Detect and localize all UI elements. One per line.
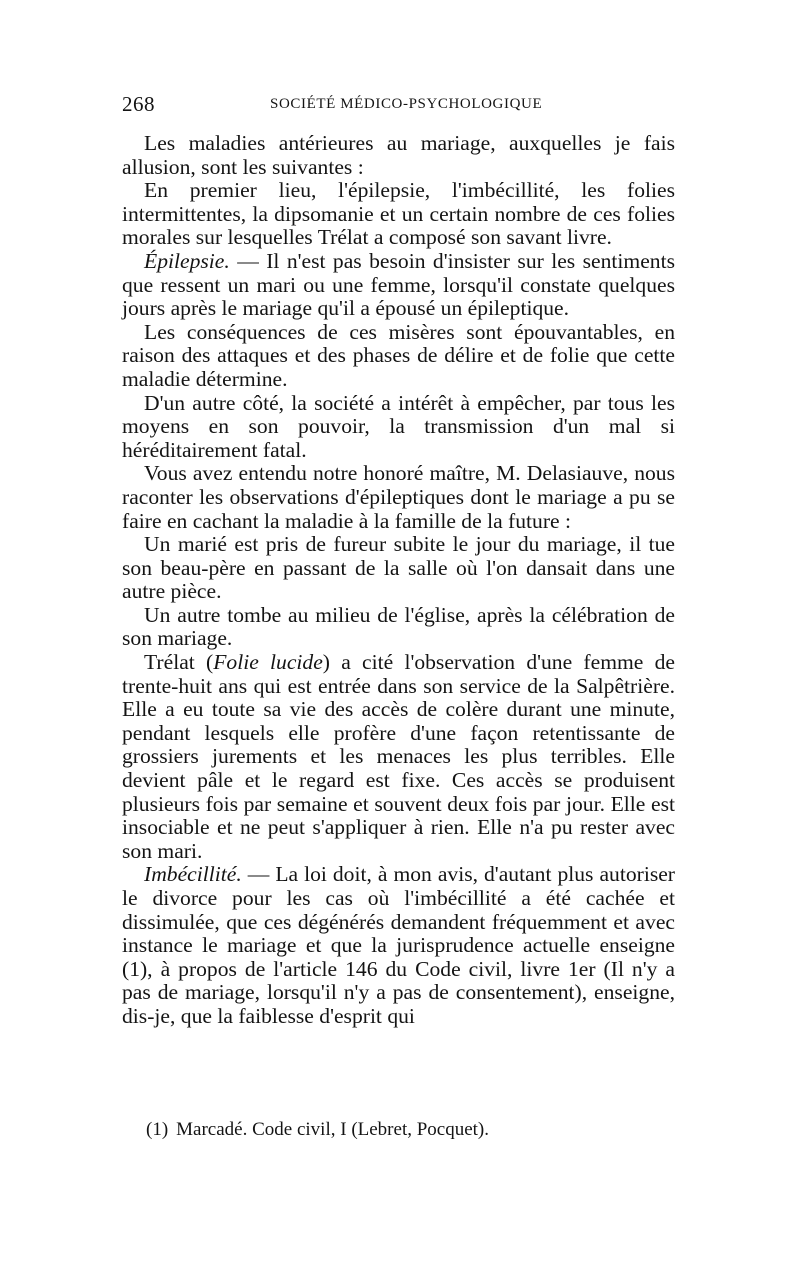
- section-lead: Épilepsie.: [144, 248, 230, 273]
- paragraph: Les conséquences de ces misères sont épouvantables, en raison des attaques et des phases de délire et de folie que cette maladie détermine.: [122, 319, 675, 391]
- footnote-text: Marcadé. Code civil, I (Lebret, Pocquet).: [176, 1119, 490, 1140]
- paragraph: En premier lieu, l'épilepsie, l'imbécillité, les folies intermittentes, la dipsomanie et un certain nombre de ces folies morales sur lesquelles Trélat a composé son savant livre.: [122, 178, 675, 250]
- running-head: SOCIÉTÉ MÉDICO-PSYCHOLOGIQUE: [270, 96, 543, 112]
- page-header: [122, 92, 675, 122]
- paragraph-epilepsie: Épilepsie. — Il n'est pas besoin d'insister sur les sentiments que ressent un mari ou une femme, lorsqu'il constate quelques jours après le mariage qu'il a épousé un épileptique.: [122, 248, 675, 321]
- paragraph-imbecillite: Imbécillité. — La loi doit, à mon avis, d'autant plus autoriser le divorce pour les cas où l'imbécillité a été cachée et dissimulée, que ces dégénérés demandent fréquemment et avec instance le mariage et que la jurisprudence actuelle enseigne (1), à propos de l'article 146 du Code civil, livre 1er (Il n'y a pas de mariage, lorsqu'il n'y a pas de consentement), enseigne, dis-je, que la faiblesse d'esprit qui: [122, 862, 675, 1028]
- footnote-mark: (1): [146, 1119, 169, 1140]
- body-text: [122, 132, 675, 1029]
- page-number: 268: [122, 92, 155, 116]
- paragraph: Un marié est pris de fureur subite le jour du mariage, il tue son beau-père en passant de la salle où l'on dansait dans une autre pièce.: [122, 532, 675, 604]
- section-lead: Imbécillité.: [144, 862, 242, 887]
- paragraph: Les maladies antérieures au mariage, auxquelles je fais allusion, sont les suivantes :: [122, 131, 675, 179]
- paragraph: Un autre tombe au milieu de l'église, après la célébration de son mariage.: [122, 602, 675, 651]
- footnote: [122, 1118, 675, 1142]
- paragraph: D'un autre côté, la société a intérêt à empêcher, par tous les moyens en son pouvoir, la transmission d'un mal si héréditairement fatal.: [122, 390, 675, 462]
- italic-title: Folie lucide: [213, 650, 323, 675]
- paragraph: Vous avez entendu notre honoré maître, M. Delasiauve, nous raconter les observations d'épileptiques dont le mariage a pu se faire en cachant la maladie à la famille de la future :: [122, 461, 675, 533]
- paragraph: Trélat (Folie lucide) a cité l'observation d'une femme de trente-huit ans qui est entrée dans son service de la Salpêtrière. Elle a eu toute sa vie des accès de colère durant une minute, pendant lesquels elle profère d'une façon retentissante de grossiers jurements et les menaces les plus terribles. Elle devient pâle et le regard est fixe. Ces accès se produisent plusieurs fois par semaine et souvent deux fois par jour. Elle est insociable et ne peut s'appliquer à rien. Elle n'a pu rester avec son mari.: [122, 650, 675, 863]
